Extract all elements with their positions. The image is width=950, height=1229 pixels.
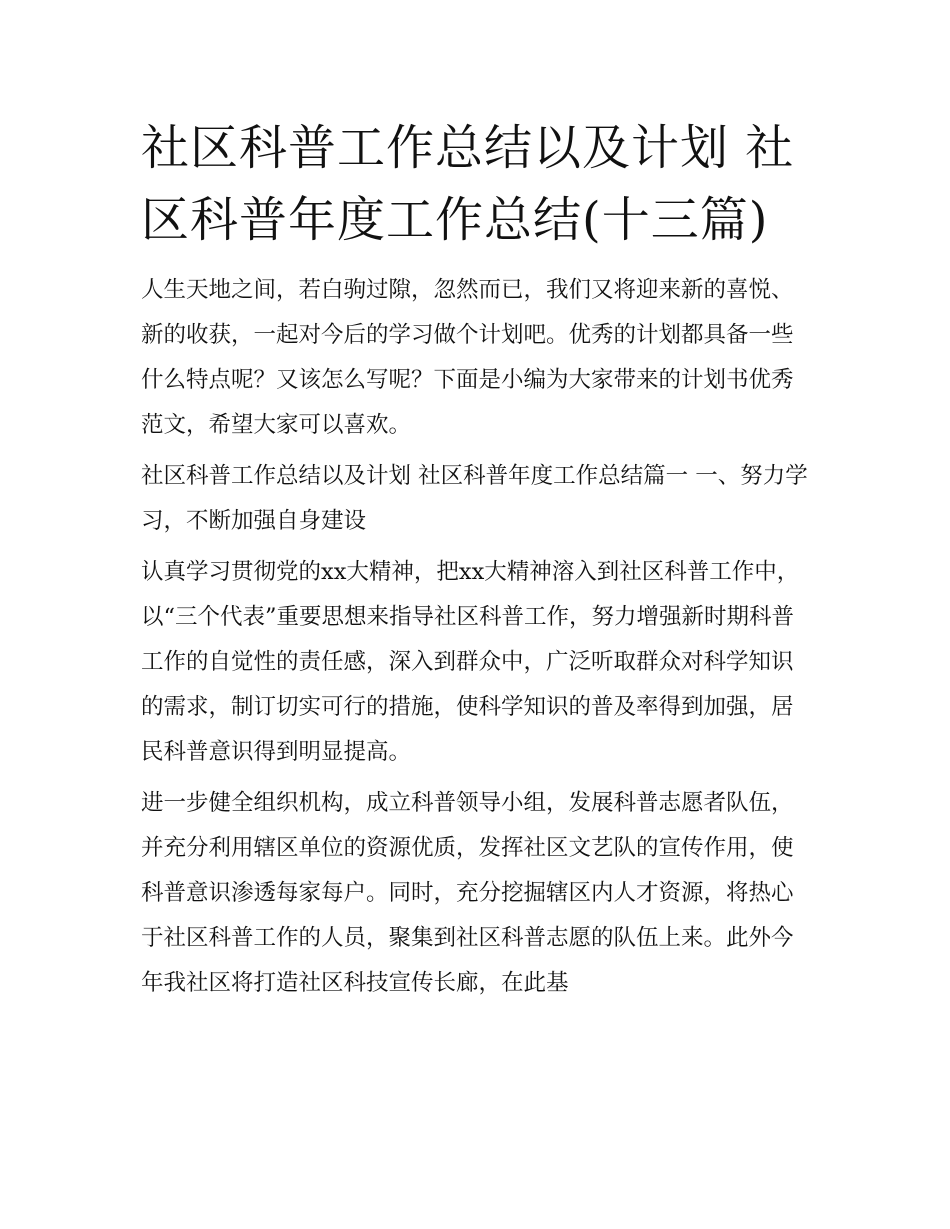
document-body — [141, 112, 813, 1012]
document-title: 社区科普工作总结以及计划 社区科普年度工作总结(十三篇) — [141, 120, 795, 248]
intro-paragraph: 人生天地之间，若白驹过隙，忽然而已，我们又将迎来新的喜悦、新的收获，一起对今后的学习做个计划吧。优秀的计划都具备一些什么特点呢？又该怎么写呢？下面是小编为大家带来的计划书优秀范文，希望大家可以喜欢。 — [141, 277, 794, 438]
body-paragraph: 认真学习贯彻党的xx大精神，把xx大精神溶入到社区科普工作中，以“三个代表”重要思想来指导社区科普工作，努力增强新时期科普工作的自觉性的责任感，深入到群众中，广泛听取群众对科学知识的需求，制订切实可行的措施，使科学知识的普及率得到加强，居民科普意识得到明显提高。 — [141, 559, 800, 765]
body-paragraph: 进一步健全组织机构，成立科普领导小组，发展科普志愿者队伍，并充分利用辖区单位的资源优质，发挥社区文艺队的宣传作用，使科普意识渗透每家每户。同时，充分挖掘辖区内人才资源，将热心于社区科普工作的人员，聚集到社区科普志愿的队伍上来。此外今年我社区将打造社区科技宣传长廊，在此基 — [141, 790, 794, 996]
section-heading-paragraph: 社区科普工作总结以及计划 社区科普年度工作总结篇一 一、努力学习，不断加强自身建设 — [141, 463, 808, 534]
